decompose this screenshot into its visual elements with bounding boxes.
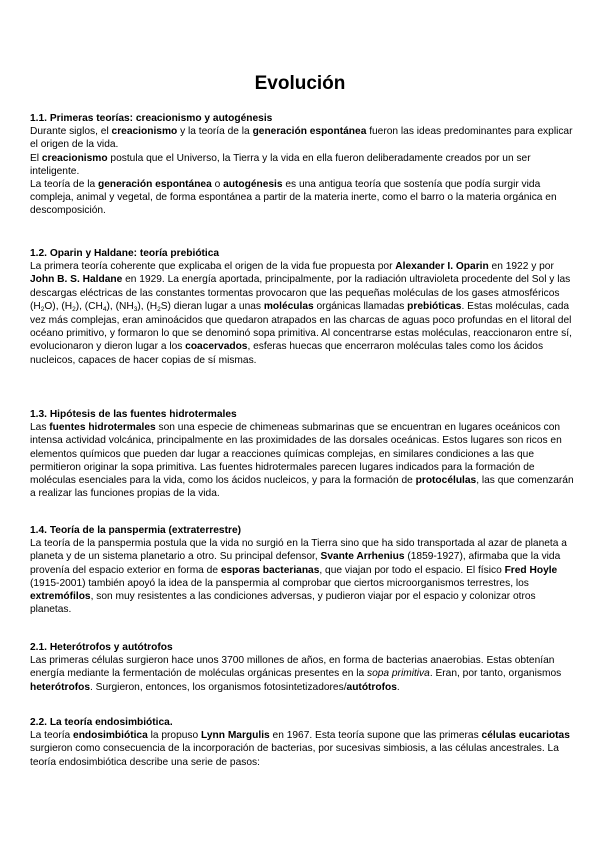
bold-term: protocélulas: [415, 475, 477, 487]
bold-term: Alexander I. Oparin: [395, 261, 489, 273]
bold-term: coacervados: [185, 341, 248, 353]
paragraph: [30, 654, 578, 694]
bold-term: Lynn Margulis: [201, 730, 270, 742]
text-run: (1859-1927), afirmaba que la vida provenía del espacio exterior en forma de: [30, 551, 561, 576]
text-run: S) dieran lugar a unas: [160, 300, 264, 312]
text-run: Las primeras células surgieron hace unos 3700 millones de años, en forma de bacterias anaerobias. Estas obtenían energía mediante la fermentación de moléculas orgánicas presentes en la: [30, 655, 555, 680]
section-heterotrofos-autotrofos: [30, 641, 578, 694]
bold-term: John B. S. Haldane: [30, 274, 123, 286]
bold-term: endosimbiótica: [73, 730, 148, 742]
text-run: (1915-2001) también apoyó la idea de la panspermia al comprobar que ciertos microorganismos terrestres, los: [30, 577, 529, 589]
text-run: La primera teoría coherente que explicaba el origen de la vida fue propuesta por: [30, 261, 396, 273]
page-title: Evolución: [254, 73, 346, 94]
bold-term: autótrofos: [346, 681, 397, 693]
text-run: Durante siglos, el: [30, 126, 112, 138]
bold-term: generación espontánea: [97, 179, 212, 191]
paragraph: [30, 125, 578, 151]
paragraph: [30, 537, 578, 616]
bold-term: creacionismo: [111, 126, 178, 138]
section-fuentes-hidrotermales: [30, 408, 578, 500]
section-heading: 1.2. Oparin y Haldane: teoría prebiótica: [30, 248, 220, 259]
text-run: , las que comenzarán a realizar las funciones propias de la vida.: [30, 475, 574, 500]
section-oparin-haldane: [30, 247, 578, 367]
text-run: surgieron como consecuencia de la incorporación de bacterias, por sucesivas simbiosis, a las células ancestrales. La teoría endosimbiótica describe una serie de pasos:: [30, 743, 559, 768]
paragraph: [30, 260, 578, 367]
text-run: El: [30, 152, 42, 164]
section-heading: 1.4. Teoría de la panspermia (extraterrestre): [30, 525, 242, 536]
text-run: . Surgieron, entonces, los organismos fotosintetizadores/: [90, 681, 347, 693]
text-run: , esferas huecas que encerraron moléculas tales como los ácidos nucleicos, capaces de hacer copias de sí mismas.: [30, 341, 544, 366]
subscript: 2: [40, 305, 45, 313]
bold-term: generación espontánea: [252, 126, 367, 138]
italic-term: sopa primitiva: [366, 668, 430, 680]
subscript: 2: [157, 305, 161, 313]
text-run: . Estas moléculas, cada vez más complejas, eran aminoácidos que quedaron atrapados en las charcas de aguas poco profundas en el litoral del océano primitivo, y formaron lo que se denominó sopa primitiva. Al concentrarse estas moléculas, reaccionaron entre sí, evolucionaron y dieron lugar a los: [30, 300, 572, 353]
text-run: ), (H: [137, 300, 158, 312]
text-run: la propuso: [147, 730, 202, 742]
text-run: es una antigua teoría que sostenía que podía surgir vida compleja, animal y vegetal, de forma espontánea a partir de la materia inerte, como el barro o la materia orgánica en descomposición.: [30, 179, 557, 217]
text-run: orgánicas llamadas: [313, 300, 408, 312]
bold-term: células eucariotas: [481, 730, 570, 742]
section-heading: 1.1. Primeras teorías: creacionismo y autogénesis: [30, 113, 273, 124]
bold-term: creacionismo: [41, 152, 108, 164]
bold-term: fuentes hidrotermales: [49, 422, 156, 434]
text-run: . Eran, por tanto, organismos: [429, 668, 562, 680]
section-heading: 2.1. Heterótrofos y autótrofos: [30, 642, 173, 653]
bold-term: extremófilos: [30, 591, 91, 603]
paragraph: [30, 178, 578, 218]
bold-term: Svante Arrhenius: [320, 551, 405, 563]
bold-term: heterótrofos: [30, 681, 90, 693]
bold-term: autogénesis: [223, 179, 283, 191]
text-run: , son muy resistentes a las condiciones adversas, y pudieron viajar por el espacio y colonizar otros planetas.: [30, 591, 536, 616]
text-run: fueron las ideas predominantes para explicar el origen de la vida.: [30, 126, 573, 151]
paragraph: [30, 729, 578, 769]
text-run: O), (H: [44, 300, 73, 312]
paragraph: [30, 421, 578, 500]
text-run: y la teoría de la: [177, 126, 253, 138]
section-heading: 2.2. La teoría endosimbiótica.: [30, 717, 173, 728]
text-run: ), (CH: [75, 300, 103, 312]
text-run: ), (NH: [106, 300, 134, 312]
subscript: 4: [102, 305, 107, 313]
text-run: La teoría de la panspermia postula que la vida no surgió en la Tierra sino que ha sido transportada al azar de planeta a planeta y de un sistema planetario a otro. Su principal defensor,: [30, 538, 567, 563]
text-run: , que viajan por todo el espacio. El físico: [319, 564, 505, 576]
section-endosimbiotica: [30, 716, 578, 769]
paragraph: [30, 152, 578, 178]
bold-term: esporas bacterianas: [220, 564, 320, 576]
subscript: 2: [72, 305, 76, 313]
text-run: La teoría: [30, 730, 74, 742]
text-run: .: [396, 681, 400, 693]
text-run: en 1922 y por: [488, 261, 554, 273]
section-panspermia: [30, 524, 578, 616]
text-run: en 1929. La energía aportada, principalmente, por la radiación ultravioleta procedente del Sol y las descargas eléctricas de las constantes tormentas provocaron que las pequeñas moléculas de los gases atmosféricos (H: [30, 274, 571, 312]
text-run: postula que el Universo, la Tierra y la vida en ella fueron deliberadamente creados por un ser inteligente.: [30, 152, 531, 177]
section-primeras-teorias: [30, 112, 578, 218]
bold-term: moléculas: [263, 300, 314, 312]
bold-term: Fred Hoyle: [504, 564, 558, 576]
text-run: en 1967. Esta teoría supone que las primeras: [269, 730, 482, 742]
text-run: son una especie de chimeneas submarinas que se encuentran en lugares oceánicos con intensa actividad volcánica, principalmente en las proximidades de las dorsales oceánicas. Estos lugares son ricos en elementos químicos que pueden dar lugar a reacciones químicas complejas, en similares condiciones a las que permitieron originar la sopa primitiva. Las fuentes hidrotermales parecen lugares indicados para la formación de moléculas esenciales para la vida, como los ácidos nucleicos, y para la formación de: [30, 422, 562, 487]
section-heading: 1.3. Hipótesis de las fuentes hidrotermales: [30, 409, 237, 420]
text-run: o: [211, 179, 224, 191]
text-run: Las: [30, 422, 50, 434]
subscript: 3: [133, 305, 138, 313]
text-run: La teoría de la: [30, 179, 98, 191]
bold-term: prebióticas: [407, 300, 462, 312]
